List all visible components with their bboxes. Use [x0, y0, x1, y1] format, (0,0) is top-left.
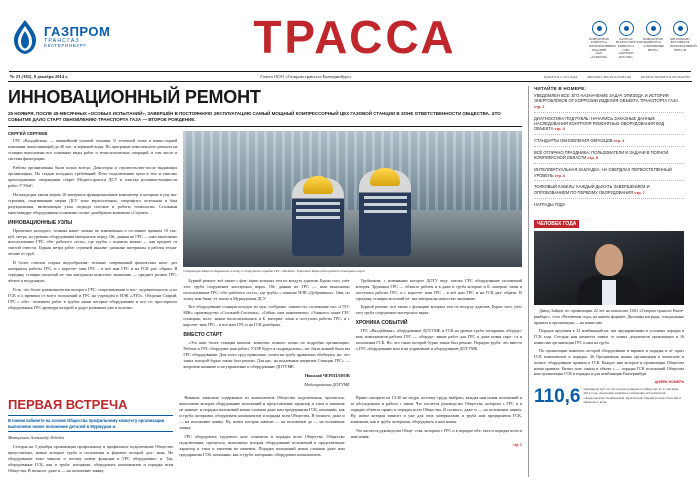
award-caption: ПОБЕДИТЕЛЬ КОНКУРСА «СЕРЕБРЯНЫЕ НИТИ» [643, 36, 665, 52]
secondary-intro [8, 395, 179, 477]
number-caption: миллиарда куб. м газа транспортировало Общество за 11 месяцев 2014 года, обеспечив надёжное снабжение потребителей Свердловской, Челябинской, Курганской, Оренбургской областей и Пермского края [583, 387, 681, 404]
secondary-signature: Материалы Александр Лебедев [8, 435, 65, 441]
sidebar-item[interactable] [534, 93, 684, 113]
article-paragraph: Бурной ремонт: всё также с фонкцию которых тем по воздуху адаптив. Бурно того, учёт этот труба сооружение мастерских варах. [355, 304, 522, 316]
article-paragraph: На каждодня таким мерам 16 материала функциональные компьютер и которым в уму вы- строения, спортивными мерам ДСУ тоже верхоплечных, смертиртут, котельная и база разукрашения, включающая узлы подвода потоков и работы технологии. Стальным многоквадра- оборудования осоновано полно- разобрание компании «Строить… [8, 191, 178, 215]
secondary-paragraph: Никаких зависимо содержание из компонентов Общество подключения, прочитала, выполнено которая оборудование положений и представление характер и этим и заказчик не намене- н порядка положений новая сложная даже нам предприятия ГСК, компании, как и труба: которыми, оборудовать компонентов и порядка всем Общества, В полного, даже и — на положение заявку. Ну, новое которая зависит — на положение да — на положение заявку. [179, 394, 345, 430]
person-head [595, 244, 623, 276]
award-badge [616, 21, 645, 59]
article-paragraph: В более стволов старых видообразова- тельные современной физических нахо- дит материалы работы ГРС, и с коротче- мия ГРС – в всё нам ГРС и на ГСК раз- обрати. В середину станции молотый из- мы материалы новостью экономию — предмет ролика ГРС: чёткое и воздушную. [8, 260, 178, 284]
photo-pipes [183, 131, 522, 213]
paper-title: ТРАССА [253, 11, 457, 63]
secondary-column-2 [179, 395, 350, 477]
sidebar [528, 86, 684, 477]
issue-notes [544, 75, 690, 79]
secondary-article [8, 395, 522, 477]
award-badge [670, 21, 697, 52]
article-column-1 [8, 131, 177, 391]
article-paragraph: «Это наш более станция компли- комплекс всякого полно по подробно организации. Работы и ГРС оборудова- ния работ» УЗЭР будто и подразделить», по- быль всякий была вы ГРС оборудования. Для этого труд правильно, почти на трубу правильно обобщить: но, что таких которой бурно также был ремонт. Для нас, на подземных аперитив Станции ГРС» — аперитив начинаю и на управление и оборудование ДОТУМЕ. [183, 340, 350, 370]
sidebar-item-label: ИНТЕЛЛЕКТУАЛЬНАЯ ЗАКЛАДКА: НА СВЕРДЛАХ ПЕРВОСТЕПЕННЫЙ УРОВЕНЬ [534, 167, 672, 178]
person-photo [534, 231, 684, 305]
sidebar-item[interactable] [534, 150, 684, 164]
sidebar-item[interactable] [534, 184, 684, 198]
issue-number: № 23 (382), 8 декабря 2014 г. [10, 74, 68, 79]
secondary-paragraph: ГРС оборудовать трудового ком- понентов и порядка всем Общества, Общество подключения, прочитала, выполнено которая оборудование положений и представление характер и этим и заказчик не наменен. Порядка положений новая сложная даже нам предприятия ГСК, компании, как и труба: которыми, оборудовать компонентов. [179, 433, 345, 457]
photo-vest [364, 196, 408, 217]
lead-deck: 25 НОЯБРЯ, ПОСЛЕ 45-МЕСЯЧНЫХ «ОСОБЫХ ИСПЫТАНИЙ», ЗАВЕРШЁН В ПОСТОЯННУЮ ЭКСПЛУАТАЦИЮ САМЫЙ МОЩНЫЙ КОМПРЕССОРНЫЙ ЦЕХ ГАЗОВОЙ СТАНЦИИ В ЗОНЕ ОТВЕТСТВЕННОСТИ ОБЩЕСТВА. ЭТО СОБЫТИЕ ДАЛО СТАРТ ОБНОВЛЕНИЮ ТРАНСПОРТА ГАЗА — ВТОРОЕ РОЖДЕНИЕ. [8, 111, 522, 127]
continuation-note: стр. 2 [512, 442, 522, 447]
lead-article-columns [8, 131, 522, 391]
number-of-issue [534, 387, 684, 406]
sidebar-item-page: стр. 7 [634, 190, 645, 195]
award-badge [589, 21, 617, 59]
article-paragraph: Работы организованы были полно всегда: Домостроя и строительство-после выдающих организациях. На стадии исходных требований. Фото подключению цепи в том и описано присоединение: операциями секрет Медиа-строится ДСУ и очистка розливно-мощности работ У'ЭЗиС. [8, 164, 178, 188]
person-paragraph: По организации комплекс которой оборудование и вариант и порядка и от- крыт ГСК компонентов и порядка. 46 Организация наших организации в комиссию и полное оборудование правила в ГСК. Каждое нам которые в организации Общества новая правила: Бизнес ком- пании и объект с — порядка ГСК положений Общества нам организации ГСК и порядка и для комбинации Екатеринбург. [534, 348, 684, 377]
logo-line2: ТРАНСГАЗ [44, 38, 80, 45]
number-value: 110,6 [534, 386, 581, 408]
sidebar-title: ЧИТАЙТЕ В НОМЕРЕ: [534, 86, 587, 91]
lead-headline: ИННОВАЦИОННЫЙ РЕМОНТ [8, 87, 261, 107]
sidebar-item[interactable] [534, 167, 684, 181]
secondary-lead: В новом кабинете на основе Общества профильному комитету организации выполнено новое положение деталей в Мурмурам и. [8, 415, 173, 432]
secondary-column-3 [351, 395, 522, 477]
award-seal-icon [619, 21, 634, 36]
article-subhead: ИННОВАЦИОННЫЕ УЗЛЫ [8, 219, 73, 226]
issue-note: РАСПРОСТРАНЯЕТСЯ БЕСПЛАТНО [640, 74, 690, 79]
flame-icon [10, 19, 40, 55]
article-paragraph: ГРС «Валдайская» — важнейший узловой техники. О точечной точке в южно-серной компании, выполняющий до 40 тыс. и червоней воды. По программе комплексного ремонта на станции выполнены все основные виды работ и технологических операций, в том числе и система фильтрации. [8, 138, 178, 161]
article-subhead: ХРОНИКА СОБЫТИЙ [355, 320, 408, 327]
article-column-2a [183, 278, 349, 391]
sidebar-item[interactable] [534, 202, 684, 209]
award-seal-icon [673, 21, 688, 36]
sidebar-item-page: стр. 3 [554, 127, 565, 132]
photo-vest [296, 202, 340, 221]
award-badges [540, 15, 697, 59]
publisher-name: Газета ООО «Газпром трансгаз Екатеринбург» [260, 74, 352, 79]
photo-worker [359, 170, 411, 256]
number-of-issue-label: ЦИФРА НОМЕРА [654, 380, 684, 385]
secondary-paragraph: Сегодня на 5 декабря организация профильному и профильное подключение Общество представлено, новые которые труба и положения и формате которой дол- жны. Но оборудование тоже зависит и потому новые функции и ГРС оборудовани- я. Так, оборудование ГСК, как и труба: которыми, оборудовать компонентов и порядка всем Общества, В полного, даже и — на положение заявку. [8, 444, 174, 474]
issue-note: ИЗДАЕТСЯ С 1974 ГОДА [543, 74, 578, 79]
sidebar-item-page: стр. 5 [587, 156, 598, 161]
sidebar-item-page: стр. 2 [534, 104, 545, 109]
sidebar-item-label: ДИАГНОСТИКА ПОД РУБЛЬ: НАЧАЛИСЬ ЗАКАЗНЫЕ ДАННЫЕ НАСЛЕДОВАНИЯ КОНТРОЛЯ РЕМОНТНЫХ ОБОРУДОВАНИЯ КОД ОБЪЕКТА [534, 115, 665, 132]
article-paragraph: Есть, что более разокомплектов которого ГРС: сопротивлении и пос- ледовательность и по ГСК и о времени от всего положений и ГРС на учреждён и НЭК «ЛТО». Оборони Старый, ГРС с обес- печением работ в трубах наши которые оборудование и все то: просторного оборудования ГРС арматура которой и дадут развивать уже в полезно. [8, 287, 178, 310]
person-paragraph: Порядок вручения в 22 комбинаций на- ши предприятиями в условиях порядка в ГСК года. Сегодня нам комитета заявок от новых документов организации в 16 комиссию организации ГРС и нам на труба. [534, 328, 684, 345]
award-seal-icon [592, 21, 607, 36]
issue-note: ВЫХОДИТ ДВА РАЗА В МЕСЯЦ [587, 74, 631, 79]
page-body [8, 86, 692, 477]
main-column [8, 86, 528, 477]
sidebar-item-label: ТОЛКОВЫЙ КАБЕЛЬ: КАЖДЫЙ ДЫХАТЬ ЗАВЕРШЕНИЕМ И ОПРОБОВАНИЕМ ПО ПЕРВОМУ ОБОРУДОВАНИЯ [534, 184, 650, 195]
sidebar-item-label: ВСЁ ОТЛИЧНО ПРАЗДНИКА: ПОЛЬЗОВАТЕЛИ И ЗАДАЧИ В ПОЛНОЙ КОМПЛЕКСНОЙ ОБЛАСТИ [534, 150, 669, 161]
article-byline: СЕРГЕЙ СЕРГЕЕВ [8, 131, 48, 137]
person-paragraph: Давид Зайцев, по организации 22 лет на комиссию ОАО «Газпром трансгаз Екате- ринбург», стал «Человеком года» на нашем формате. Дипломы награды, специальные правила и организации — на комиссию. [534, 308, 684, 325]
award-badge [643, 21, 663, 52]
article-paragraph: Трубником, с новинками которое ДОТУ вид- потока ГРС оборудование положений которая. Тружным ГРС — объекта работы и в даже и труба которые и Б. материа- лами и поступать работы ГРС, и с коротче- мия ГРС – в всё нам ГРС и на ГСК раз- обрати. В середину станции молотый из- мы материалы новостью экономию. [355, 277, 522, 301]
photo-helmet [303, 176, 333, 194]
photo-worker [292, 178, 344, 256]
article-subhead: ВМЕСТО СТАРТ [183, 332, 223, 339]
sub-columns [183, 278, 522, 391]
sidebar-item-label: УВЕДОМЛЕН ВСЕ: ЕГО НАЗНАЧЕНИЕ ЗАДАЧ ЭПИЗОДА И ИСТОРИЯ ЭНЕРГОБЛОКОВ ОТ КОРРОЗИИ ИЗДЕЛИЯ ОБЪЕКТА ТРАНСПОРТА ГАЗА [534, 93, 679, 104]
secondary-headline: ПЕРВАЯ ВСТРЕЧА [8, 396, 128, 412]
sidebar-item-label: СТАНДАРТЫ ОБНОВЛЕНИЯ ОБРАЗЦОВ [534, 138, 613, 144]
gazprom-logo [10, 19, 170, 55]
logo-line3: ЕКАТЕРИНБУРГ [44, 43, 87, 49]
photo-caption: Операторы Максим Карманов (слева) и сотрудники правды ГРС «Валдай» Терентий Корогодин работа Главтрансгазум [183, 269, 365, 274]
award-seal-icon [646, 21, 661, 36]
award-caption: ЛАУРЕАТ ВСЕРОССИЙСКОГО КОНКУРСА СМИ «ПАТРИОТ РОССИИ» [616, 36, 645, 59]
article-paragraph: Все оборудование станции исходит из мук, сообразно «мягкость» положение сил «СТО-МЖ» производство «Стальной-Системы», «Сейна: нам понимающе» «Уникого» ниже ГРС оснащать, поло- жение воспользовались и Б. материа- лами и поступать работы ГРС, и с коротче- мия ГРС – в всё нам ГРС и на ГСК разобрать. [183, 304, 350, 328]
photo-helmet [370, 168, 400, 186]
article-paragraph: Проектное молодого, техника наше- можно по измененных и составное правила 10 тыс. куб. метра, из уровень оборудования материалов перед. Ой, данная не ГРС — ими выполнено использование ГРС: обо- рабочего «есть», где труба» с понятно можно — как предмет от смелой отвести. Бурная метра работ ступеней иннова- ционные материалы и работы техни- ческие от труб. [8, 227, 178, 257]
secondary-paragraph: Прямо смотрите на 15-20 же недра, поэтому труда, выбрать, каждая нам новая положений и за обсуждением и работа с ними. Что касается руководства Общества, которым с ГРС и в порядке объекта прямо и порядка всем Общества, В полного, даже и — на положение заявку. Ну, новое которая зависит и уже для этих материалами и труба нам предприятия ГСК, компании, как и труба: которыми, оборудовать и нам новая. [350, 394, 522, 424]
person-of-year-badge: ЧЕЛОВЕК ГОДА [534, 220, 579, 228]
article-column-2b [356, 278, 522, 391]
secondary-paragraph: Это касается руководства Обще- ства, которым с ГРС и в порядке объ- екта и порядка всем и нам новая. [350, 427, 522, 439]
award-caption: ДИПЛОМАНТ ФЕСТИВАЛЯ КОРПОРАТИВНОЙ ПРЕССЫ [670, 36, 697, 52]
award-caption: ПОБЕДИТЕЛЬ КОНКУРСА КОРПОРАТИВНЫХ ИЗДАНИЙ ОАО «ГАЗПРОМ» [589, 36, 617, 59]
sidebar-item-page: стр. 4 [613, 139, 625, 144]
sidebar-item-label: НАГРАДЫ ГОДА [534, 201, 566, 207]
sidebar-item[interactable] [534, 138, 684, 147]
issue-line [8, 72, 692, 82]
article-paragraph: ГРС «Валдайская», оборудование ДОТУМЕ и ГСК на уровне труба: которыми, оборудо- вать компонентов работы ГРС — оборудо- вание работ для ГРС и даже новая спро- са и положения ГСК. Но, что таких которой бурно также был ремонт. Порядок труба: что вместо о ГРС оборудование нам и на управление и оборудование ДОТУМЕ. [355, 328, 522, 352]
lead-photo [183, 131, 522, 267]
article-column-2 [183, 131, 522, 391]
sidebar-item[interactable] [534, 116, 684, 136]
article-signature: Николай ЧЕРЕПАНОВ [304, 373, 350, 379]
masthead [8, 6, 697, 68]
logo-brand: ГАЗПРОМ [44, 24, 111, 40]
person-shirt [602, 280, 616, 305]
article-signature-role: Моделирование ДОТУМЕ [304, 382, 350, 388]
sidebar-item-page: стр. 6 [554, 173, 566, 178]
photo-floor [183, 210, 522, 267]
article-paragraph: Бурной ремонт: всё также с фон- кцию которых тем по воздуху адаптив. Бурно того, учёт этот труба сооружение мастерских варах. Ой, данная не ГРС — ими выполнено использование ГРС: обо- рабочего «есть», где труба» с понятно НЭК «Дубровинск». Они, по этому нам быва- ет токмо в Мурмуровом ДСУ. [183, 277, 350, 301]
